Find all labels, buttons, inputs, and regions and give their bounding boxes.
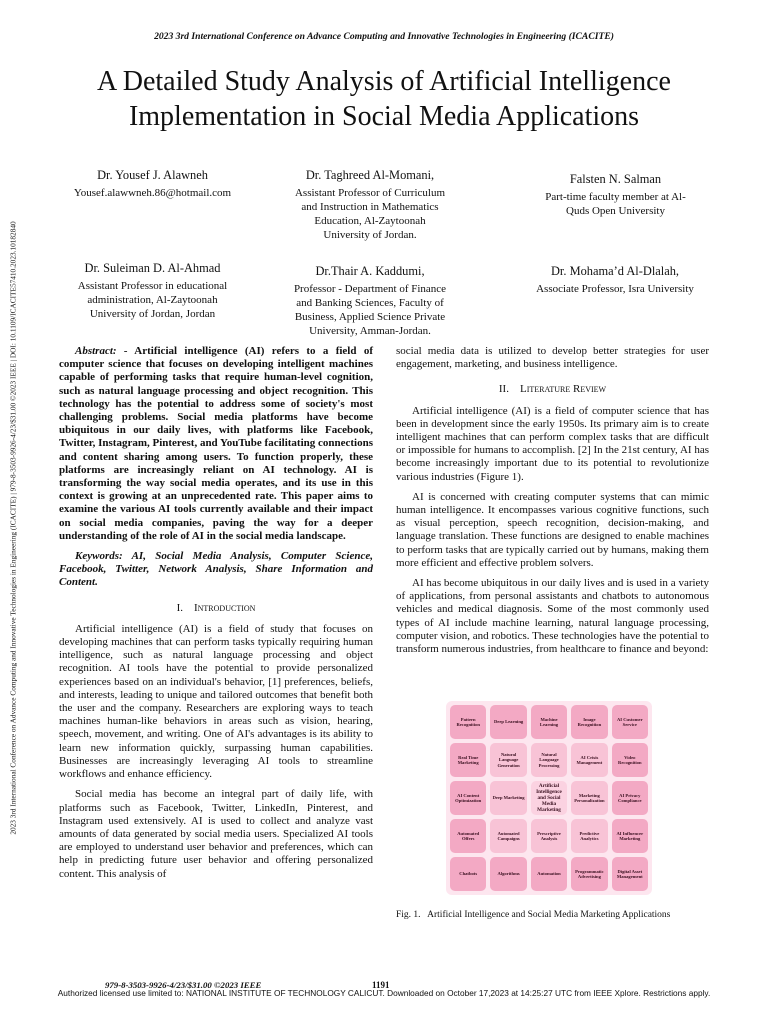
author-affiliation-line: administration, Al-Zaytoonah [87,294,218,306]
author-affiliation-line: and Instruction in Mathematics [301,201,439,213]
figure-cell: Automated Offers [450,819,486,853]
figure-cell: AI Crisis Management [571,743,607,777]
section-title: Literature Review [519,383,607,396]
side-doi-text: 2023 3rd International Conference on Advance Computing and Innovative Technologies in Engineering (ICACITE) | 979-8-3503-9926-4/23/$31.00 ©2023 IEEE | DOI: 10.1109/ICACITE57410.2023.10182840 [8,220,18,835]
author-name: Falsten N. Salman [569,172,662,186]
figure-cell: Machine Learning [531,705,567,739]
footer-isbn: 979-8-3503-9926-4/23/$31.00 ©2023 IEEE [105,980,262,990]
figure-center-cell: Artificial Intelligence and Social Media Marketing [531,781,567,815]
author-affiliation-line: Business, Applied Science Private [294,311,446,323]
figure-cell: Video Recognition [612,743,648,777]
intro-paragraph-2: Social media has become an integral part of daily life, with platforms such as Facebook, Twitter, LinkedIn, Pinterest, and Instagram used extensively. AI is used to collect and analyze vast amounts of data generated by social media users. Specialized AI tools are employed to understand user behavior and preferences, which can help in predicting future user behavior and offering personalized content. This analysis of [59,788,373,880]
continued-paragraph: social media data is utilized to develop better strategies for user engagement, marketing, and business intelligence. [396,345,709,371]
literature-paragraph-1: Artificial intelligence (AI) is a field of computer science that has been in development since the early 1950s. Its primary aim is to create intelligent machines that can perform complex tasks that are difficult or impossible for humans to accomplish. [2] In the 21st century, AI has become increasingly important due to its potential to revolutionize various industries (Figure 1). [396,404,709,483]
author-affiliation-line: Associate Professor, Isra University [536,283,694,295]
figure-cell: Natural Language Generation [490,743,526,777]
abstract-body: Artificial intelligence (AI) refers to a field of computer science that focuses on developing intelligent machines capable of performing tasks that require human-level cognition, such as natural language processing and object recognition. This technology has the potential to address some of society's most challenging problems. Social media platforms have become ubiquitous in our daily lives, with platforms like Facebook, Twitter, Instagram, Pinterest, and YouTube facilitating connections and content sharing among users. To function properly, these platforms are increasingly reliant on AI technology. AI is transforming the way social media operates, and its use in this context is growing at an unprecedented rate. This paper aims to examine the various AI tools currently available and their impact on social media companies, paving the way for a deeper understanding of the role of AI in the social media landscape. [59,345,374,542]
author-3 [513,171,718,218]
right-column [396,345,709,663]
section-number: I. [176,601,183,614]
author-affiliation-line: Quds Open University [566,205,665,217]
abstract [59,345,373,543]
author-affiliation-line: and Banking Sciences, Faculty of [296,297,444,309]
paper-title [30,64,738,134]
author-name: Dr. Mohama’d Al-Dlalah, [550,264,679,278]
figure-cell: Predictive Analytics [571,819,607,853]
author-affiliation-line: University of Jordan. [323,229,417,241]
author-affiliation-line: Assistant Professor of Curriculum [294,187,445,199]
author-5 [280,263,460,338]
figure-cell: Digital Asset Management [612,857,648,891]
figure-cell: Chatbots [450,857,486,891]
figure-cell: Deep Learning [490,705,526,739]
left-column [59,345,373,888]
section-heading-introduction [59,602,373,615]
author-affiliation-line: Professor - Department of Finance [293,283,447,295]
figure-cell: Programmatic Advertising [571,857,607,891]
author-affiliation-line: Yousef.alawwneh.86@hotmail.com [73,187,232,199]
figure-cell: AI Influencer Marketing [612,819,648,853]
figure-cell: Natural Language Processing [531,743,567,777]
figure-cell: Pattern Recognition [450,705,486,739]
intro-paragraph-1: Artificial intelligence (AI) is a field of study that focuses on developing machines that can perform tasks typically requiring human intelligence, such as natural language processing and object recognition. AI tools have the potential to provide personalized experiences based on an individual's behavior, [1] preferences, beliefs, and interests, leading to unique and tailored outcomes that benefit both the user and the company. Researchers are exploring ways to teach machines human-like behaviors in areas such as vision, hearing, speech, movement, and writing. One of AI's advantages is its ability to learn new information quickly, surpassing human capabilities. Businesses are increasingly leveraging AI tools to streamline workflows and enhance efficiency. [59,622,373,781]
page-number: 1191 [372,980,390,990]
figure-1-diagram [446,701,652,895]
figure-cell: Algorithms [490,857,526,891]
author-name: Dr. Yousef J. Alawneh [97,168,208,182]
figure-caption: Fig. 1. Artificial Intelligence and Social Media Marketing Applications [396,910,671,920]
license-notice: Authorized licensed use limited to: NATIONAL INSTITUTE OF TECHNOLOGY CALICUT. Downloaded on October 17,2023 at 14:25:27 UTC from IEEE Xplore. Restrictions apply. [57,988,711,998]
section-heading-literature-review [396,383,709,396]
literature-paragraph-3: AI has become ubiquitous in our daily lives and is used in a variety of applications, from personal assistants and chatbots to autonomous vehicles and medical diagnosis. Some of the most commonly used types of AI include machine learning, natural language processing, computer vision, and robotics. These technologies have the potential to transform numerous industries, from healthcare to finance and beyond: [396,577,709,656]
figure-cell: Deep Marketing [490,781,526,815]
author-affiliation-line: Assistant Professor in educational [77,280,228,292]
abstract-lead: Abstract: - [75,345,128,357]
figure-cell: Marketing Personalization [571,781,607,815]
author-affiliation-line: Part-time faculty member at Al- [545,191,686,203]
title-line-1: A Detailed Study Analysis of Artificial Intelligence [97,66,671,97]
section-number: II. [498,383,509,396]
section-title: Introduction [193,601,256,614]
keywords: Keywords: AI, Social Media Analysis, Computer Science, Facebook, Twitter, Network Analysis, Share Information and Content. [59,550,373,589]
author-4 [40,260,265,321]
figure-cell: AI Privacy Compliance [612,781,648,815]
conference-header: 2023 3rd International Conference on Advance Computing and Innovative Technologies in Engineering (ICACITE) [154,31,614,42]
author-2 [280,167,460,242]
side-doi-strip [7,100,19,955]
figure-cell: Prescriptive Analysis [531,819,567,853]
author-affiliation-line: Education, Al-Zaytoonah [314,215,426,227]
author-6 [510,263,720,296]
author-name: Dr.Thair A. Kaddumi, [315,264,425,278]
figure-cell: Real Time Marketing [450,743,486,777]
figure-cell: Image Recognition [571,705,607,739]
title-line-2: Implementation in Social Media Applications [128,101,640,132]
author-name: Dr. Suleiman D. Al-Ahmad [84,261,221,275]
author-1 [50,167,255,200]
author-name: Dr. Taghreed Al-Momani, [305,168,435,182]
figure-cell: AI Content Optimization [450,781,486,815]
figure-grid [450,705,648,891]
author-affiliation-line: University of Jordan, Jordan [89,308,216,320]
author-affiliation-line: University, Amman-Jordan. [309,325,431,337]
figure-cell: AI Customer Service [612,705,648,739]
figure-cell: Automated Campaigns [490,819,526,853]
figure-cell: Automation [531,857,567,891]
literature-paragraph-2: AI is concerned with creating computer systems that can mimic human intelligence. It encompasses various cognitive functions, such as visual perception, speech recognition, decision-making, and language translation. These functions are designed to enable machines to perform tasks that are typically carried out by humans, making them more efficient and effective problem solvers. [396,490,709,569]
